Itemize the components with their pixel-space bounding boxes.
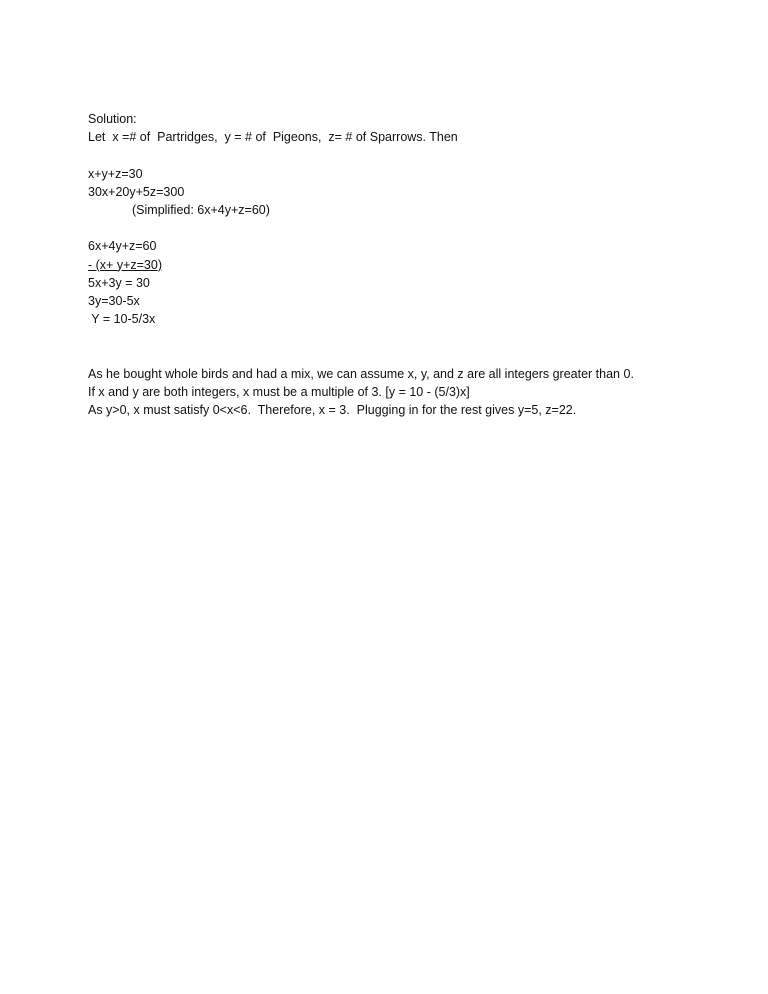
reasoning-paragraph-3: As y>0, x must satisfy 0<x<6. Therefore, x = 3. Plugging in for the rest gives y=5, z=22. [88, 403, 577, 418]
reasoning-paragraph-2: If x and y are both integers, x must be a multiple of 3. [y = 10 - (5/3)x] [88, 385, 470, 399]
elimination-step-3: 5x+3y = 30 [88, 275, 150, 290]
elimination-step-2: - (x+ y+z=30) [88, 257, 162, 272]
spacer [88, 219, 708, 237]
equation-total-birds: x+y+z=30 [88, 166, 143, 181]
solution-heading: Solution: [88, 112, 137, 126]
elimination-step-5: Y = 10-5/3x [88, 312, 156, 327]
solution-text [88, 110, 708, 419]
variable-definitions: Let x =# of Partridges, y = # of Pigeons, z= # of Sparrows. Then [88, 130, 458, 145]
reasoning-paragraph-1: As he bought whole birds and had a mix, we can assume x, y, and z are all integers greater than 0. [88, 366, 634, 381]
elimination-step-4: 3y=30-5x [88, 294, 140, 308]
equation-simplified-note: (Simplified: 6x+4y+z=60) [132, 203, 270, 217]
spacer [88, 328, 708, 364]
equation-total-cost: 30x+20y+5z=300 [88, 184, 185, 199]
spacer [88, 146, 708, 164]
elimination-step-1: 6x+4y+z=60 [88, 239, 157, 254]
